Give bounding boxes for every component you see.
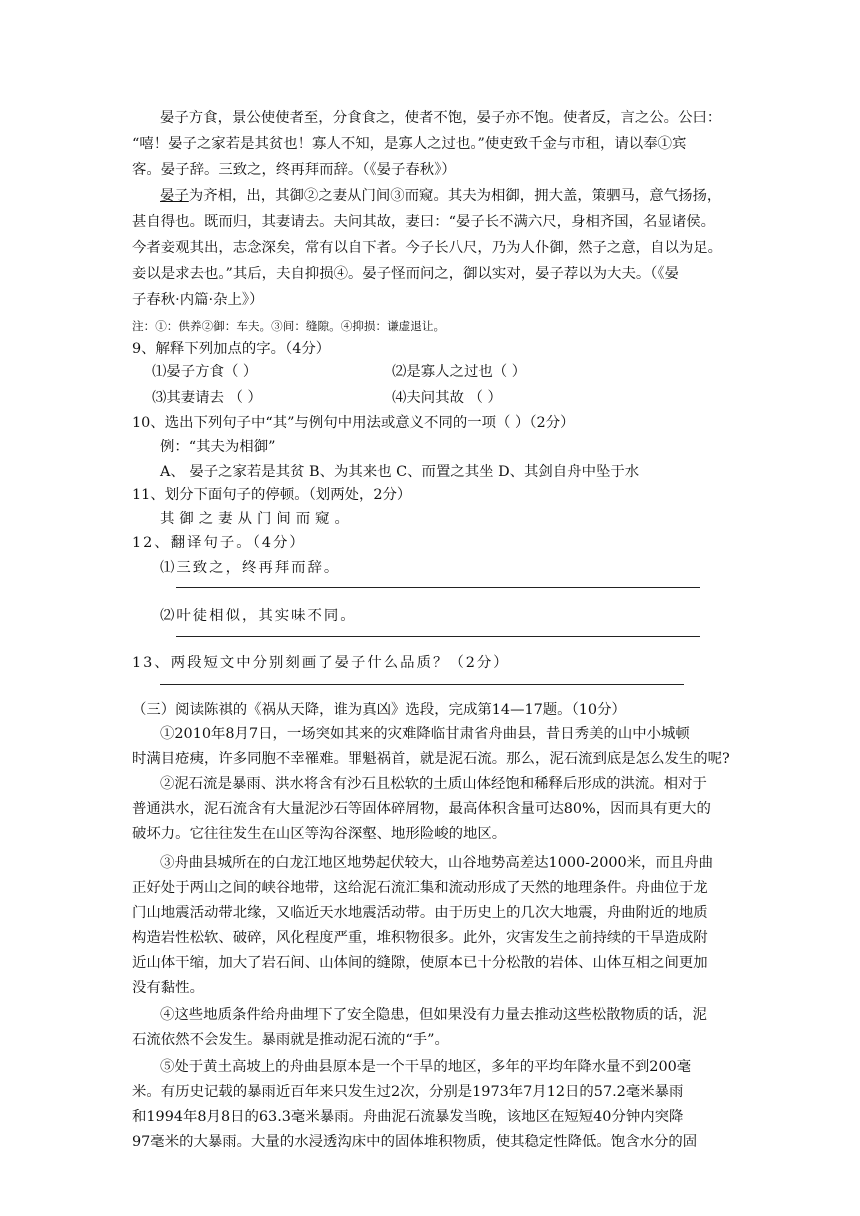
article-line: 普通洪水，泥石流含有大量泥沙石等固体碎屑物，最高体积含量可达80%，因而具有更大的 [132,801,711,817]
answer-line [176,587,700,588]
article-line: ①2010年8月7日，一场突如其来的灾难降临甘肃省舟曲县，昔日秀美的山中小城顿 [160,726,690,742]
passage2-line: 甚自得也。既而归，其妻请去。夫问其故，妻曰：“晏子长不满六尺，身相齐国，名显诸侯。 [132,214,715,230]
question-10-options: A、 晏子之家若是其贫 B、为其来也 C、而置之其坐 D、其剑自舟中坠于水 [160,464,640,480]
passage1-line: “嘻！晏子之家若是其贫也！寡人不知，是寡人之过也。”使吏致千金与市租，请以奉①宾 [132,136,687,152]
section-3-title: （三）阅读陈祺的《祸从天降，谁为真凶》选段，完成第14—17题。（10分） [132,702,626,718]
article-line: 时满目疮痍，许多同胞不幸罹难。罪魁祸首，就是泥石流。那么，泥石流到底是怎么发生的呢? [132,751,730,767]
passage2-line1 [160,186,721,206]
article-line: 和1994年8月8日的63.3毫米暴雨。舟曲泥石流暴发当晚，该地区在短短40分钟内突降 [132,1109,684,1125]
question-12-sentence: ⑵叶徒相似，其实味不同。 [160,608,357,624]
question-10-title: 10、选出下列句子中“其”与例句中用法或意义不同的一项（ ）（2分） [132,415,575,431]
article-line: 没有黏性。 [132,980,204,996]
article-line: 构造岩性松软、破碎，风化程度严重，堆积物很多。此外，灾害发生之前持续的干旱造成附 [132,930,708,946]
answer-line [160,684,684,685]
article-line: 门山地震活动带北缘，又临近天水地震活动带。由于历史上的几次大地震，舟曲附近的地质 [132,905,708,921]
article-line: ⑤处于黄土高坡上的舟曲县原本是一个干旱的地区，多年的平均年降水量不到200毫 [160,1059,692,1075]
article-line: ③舟曲县城所在的白龙江地区地势起伏较大，山谷地势高差达1000-2000米，而且舟曲 [160,855,714,871]
passage2-line: 今者妾观其出，志念深矣，常有以自下者。今子长八尺，乃为人仆御，然子之意，自以为足。 [132,240,723,256]
article-line: 石流依然不会发生。暴雨就是推动泥石流的“手”。 [132,1032,449,1048]
passage2-text: 为齐相，出，其御②之妻从门间③而窥。其夫为相御，拥大盖，策驷马，意气扬扬， [188,188,722,204]
question-9-item: ⑷夫问其故 （ ） [392,390,502,406]
footnote: 注：①：供养②御：车夫。③间：缝隙。④抑损：谦虚退让。 [132,319,446,333]
answer-line [176,636,700,637]
underlined-name: 晏子 [160,188,189,204]
article-line: ②泥石流是暴雨、洪水将含有沙石且松软的土质山体经饱和稀释后形成的洪流。相对于 [160,776,707,792]
passage1-line: 客。晏子辞。三致之，终再拜而辞。（《晏子春秋》） [132,162,456,178]
passage1-line: 晏子方食，景公使使者至，分食食之，使者不饱，晏子亦不饱。使者反，言之公。公曰： [160,110,722,126]
question-9-item: ⑵是寡人之过也（ ） [392,364,527,380]
question-10-example: 例：“其夫为相御” [160,439,276,455]
passage2-line: 妾以是求去也。”其后，夫自抑损④。晏子怪而问之，御以实对，晏子荐以为大夫。（《晏 [132,266,679,282]
question-9-item: ⑴晏子方食（ ） [152,364,258,380]
passage2-line: 子春秋·内篇·杂上》） [132,292,264,308]
question-12-sentence: ⑴三致之，终再拜而辞。 [160,560,341,576]
question-9-item: ⑶其妻请去 （ ） [152,390,262,406]
question-9-title: 9、解释下列加点的字。（4分） [132,341,331,357]
article-line: ④这些地质条件给舟曲埋下了安全隐患，但如果没有力量去推动这些松散物质的话，泥 [160,1007,707,1023]
article-line: 正好处于两山之间的峡谷地带，这给泥石流汇集和流动形成了天然的地理条件。舟曲位于龙 [132,880,708,896]
question-11-sentence: 其御之妻从门间而窥。 [160,511,354,527]
question-13-title: 13、两段短文中分别刻画了晏子什么品质？（2分） [132,655,510,671]
question-12-title: 12、翻译句子。（4分） [132,535,306,551]
article-line: 米。有历史记载的暴雨近百年来只发生过2次，分别是1973年7月12日的57.2毫米暴雨 [132,1084,684,1100]
article-line: 破坏力。它往往发生在山区等沟谷深壑、地形险峻的地区。 [132,826,507,842]
article-line: 97毫米的大暴雨。大量的水浸透沟床中的固体堆积物质，使其稳定性降低。饱含水分的固 [132,1134,698,1150]
article-line: 近山体干缩，加大了岩石间、山体间的缝隙，使原本已十分松散的岩体、山体互相之间更加 [132,955,708,971]
question-11-title: 11、划分下面句子的停顿。（划两处，2分） [132,487,412,503]
